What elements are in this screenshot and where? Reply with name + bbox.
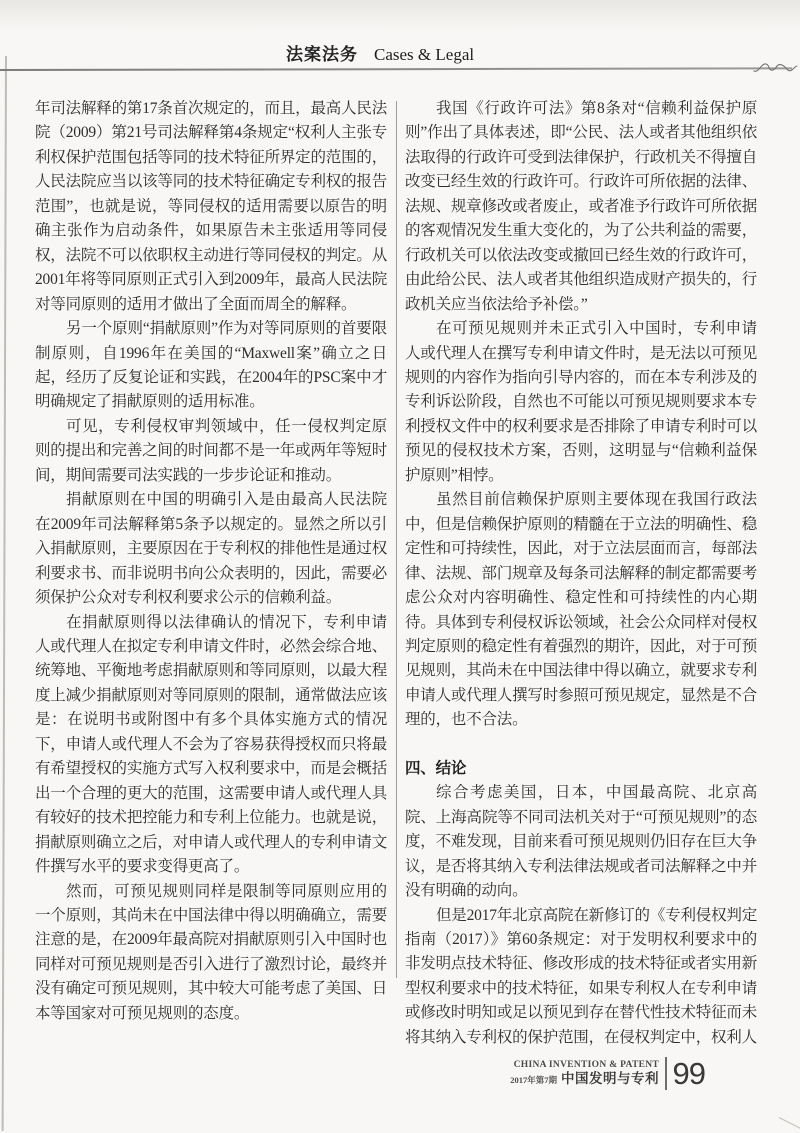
journal-issue-line	[510, 1071, 659, 1088]
body-paragraph: 年司法解释的第17条首次规定的，而且，最高人民法院（2009）第21号司法解释第4条规定“权利人主张专利权保护范围包括等同的技术特征所界定的范围的，人民法院应当以该等同的技术特征确定专利权的报告范围”，也就是说，等同侵权的适用需要以原告的明确主张作为启动条件，如果原告未主张适用等同侵权，法院不可以依职权主动进行等同侵权的判定。从2001年将等同原则正式引入到2009年，最高人民法院对等同原则的适用才做出了全面而周全的解释。	[35, 100, 387, 313]
body-paragraph: 虽然目前信赖保护原则主要体现在我国行政法中，但是信赖保护原则的精髓在于立法的明确性、稳定性和可持续性，因此，对于立法层面而言，每部法律、法规、部门规章及每条司法解释的制定都需要考虑公众对内容明确性、稳定性和可持续性的内心期待。具体到专利侵权诉讼领域，社会公众同样对侵权判定原则的稳定性有着强烈的期许，因此，对于可预见规则，其尚未在中国法律中得以确立，就要求专利申请人或代理人撰写时参照可预见规定，显然是不合理的，也不合法。	[405, 491, 757, 729]
body-paragraph: 然而，可预见规则同样是限制等同原则应用的一个原则，其尚未在中国法律中得以明确确立，需要注意的是，在2009年最高院对捐献原则引入中国时也同样对可预见规则是否引入进行了激烈讨论，最终并没有确定可预见规则，其中较大可能考虑了美国、日本等国家对可预见规则的态度。	[35, 882, 387, 1022]
journal-info	[510, 1060, 659, 1088]
section-heading-conclusion: 四、结论	[405, 759, 467, 777]
article-body	[35, 97, 757, 1050]
body-paragraph: 但是2017年北京高院在新修订的《专利侵权判定指南（2017）》第60条规定：对于发明权利要求中的非发明点技术特征、修改形成的技术特征或者实用新型权利要求中的技术特征，如果专利权人在专利申请或修改时明知或足以预见到存在替代性技术特征而未将其纳入专利权的保护范围，在侵权判定中，权利人	[405, 906, 757, 1046]
journal-name-zh: 中国发明与专利	[561, 1070, 660, 1086]
section-title-en: Cases & Legal	[374, 45, 475, 64]
body-paragraph: 综合考虑美国，日本，中国最高院、北京高院、上海高院等不同司法机关对于“可预见规则”的态度，不难发现，目前来看可预见规则仍旧存在巨大争议，是否将其纳入专利法律法规或者司法解释之中并没有明确的动向。	[405, 784, 757, 900]
column-divider	[396, 101, 397, 978]
page-number: 99	[672, 1056, 705, 1091]
page-header	[286, 40, 474, 65]
body-paragraph: 另一个原则“捐献原则”作为对等同原则的首要限制原则，自1996年在美国的“Maxwell案”确立之日起，经历了反复论证和实践，在2004年的PSC案中才明确规定了捐献原则的适用标准。	[35, 320, 387, 411]
body-paragraph: 捐献原则在中国的明确引入是由最高人民法院在2009年司法解释第5条予以规定的。显然之所以引入捐献原则，主要原因在于专利权的排他性是通过权利要求书、而非说明书向公众表明的，因此，需要必须保护公众对专利权利要求公示的信赖利益。	[35, 491, 387, 607]
right-column	[405, 97, 757, 1050]
header-rule	[0, 67, 792, 70]
body-paragraph: 在可预见规则并未正式引入中国时，专利申请人或代理人在撰写专利申请文件时，是无法以可预见规则的内容作为指向引导内容的，而在本专利涉及的专利诉讼阶段，自然也不可能以可预见规则要求本专利授权文件中的权利要求是否排除了申请专利时可以预见的侵权技术方案，否则，这明显与“信赖利益保护原则”相悖。	[405, 320, 757, 484]
issue-info: 2017年第7期	[510, 1074, 558, 1085]
pen-squiggle-mark	[752, 54, 798, 82]
scan-edge-line	[2, 56, 7, 1131]
scan-top-shadow	[0, 0, 800, 32]
section-title-zh: 法案法务	[286, 45, 358, 64]
body-paragraph: 可见，专利侵权审判领域中，任一侵权判定原则的提出和完善之间的时间都不是一年或两年等短时间，期间需要司法实践的一步步论证和推动。	[35, 417, 387, 484]
left-column	[35, 97, 387, 1050]
body-paragraph: 我国《行政许可法》第8条对“信赖利益保护原则”作出了具体表述，即“公民、法人或者其他组织依法取得的行政许可受到法律保护，行政机关不得擅自改变已经生效的行政许可。行政许可所依据的法律、法规、规章修改或者废止，或者准予行政许可所依据的客观情况发生重大变化的，为了公共利益的需要，行政机关可以依法改变或撤回已经生效的行政许可，由此给公民、法人或者其他组织造成财产损失的，行政机关应当依法给予补偿。”	[405, 100, 757, 313]
body-paragraph: 在捐献原则得以法律确认的情况下，专利申请人或代理人在拟定专利申请文件时，必然会综合地、统筹地、平衡地考虑捐献原则和等同原则，以最大程度上减少捐献原则对等同原则的限制，通常做法应该是：在说明书或附图中有多个具体实施方式的情况下，申请人或代理人不会为了容易获得授权而只将最有希望授权的实施方式写入权利要求中，而是会概括出一个合理的更大的范围，这需要申请人或代理人具有较好的技术把控能力和专利上位能力。也就是说，捐献原则确立之后，对申请人或代理人的专利申请文件撰写水平的要求变得更高了。	[35, 613, 387, 876]
journal-name-en: CHINA INVENTION & PATENT	[513, 1059, 660, 1070]
footer-divider	[665, 1057, 667, 1090]
page-footer	[510, 1057, 705, 1090]
